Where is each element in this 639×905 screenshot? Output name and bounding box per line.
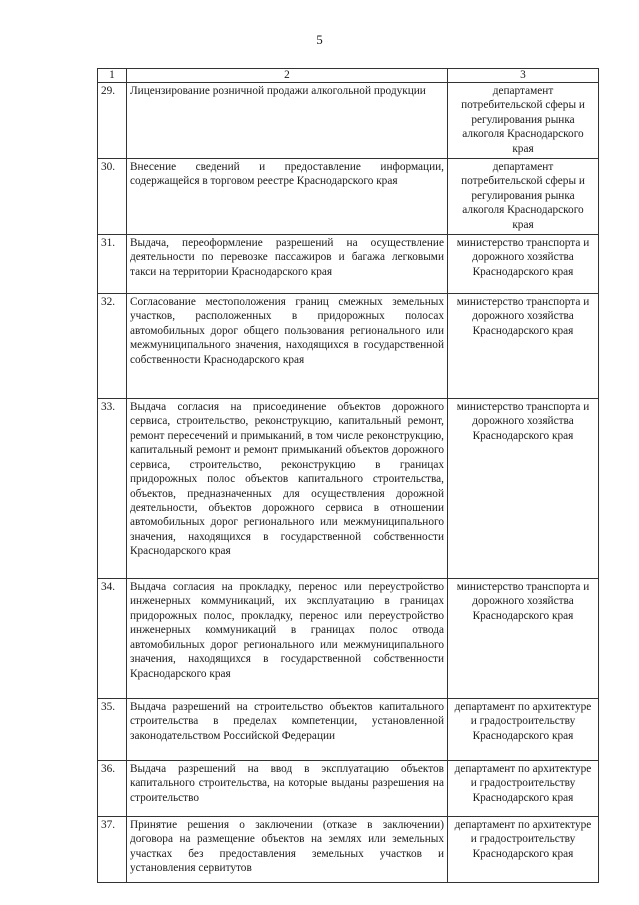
row-number: 33. [98,399,127,579]
table-row [98,699,599,761]
table-row [98,761,599,817]
table-row [98,159,599,235]
service-description: Выдача согласия на прокладку, перенос или переустройство инженерных коммуникаций, их эксплуатацию в границах придорожных полос, прокладку, перенос или переустройство инженерных коммуникаций в границах полос отвода автомобильных дорог регионального или межмуниципального значения, находящихся в государственной собственности Краснодарского края [127,579,448,699]
responsible-agency: министерство транспорта и дорожного хозяйства Краснодарского края [448,294,599,399]
table-row [98,579,599,699]
column-header-agency: 3 [448,69,599,83]
row-number: 31. [98,235,127,294]
responsible-agency: министерство транспорта и дорожного хозяйства Краснодарского края [448,399,599,579]
service-description: Выдача согласия на присоединение объектов дорожного сервиса, строительство, реконструкцию, капитальный ремонт, ремонт пересечений и примыканий, в том числе реконструкцию, капитальный ремонт и ремонт примыканий объектов дорожного сервиса, строительство, реконструкцию в границах придорожных полос объектов капитального строительства, объектов, предназначенных для осуществления дорожной деятельности, объектов дорожного сервиса в отношении автомобильных дорог регионального или межмуниципального значения, находящихся в государственной собственности Краснодарского края [127,399,448,579]
service-description: Внесение сведений и предоставление информации, содержащейся в торговом реестре Краснодарского края [127,159,448,235]
row-number: 30. [98,159,127,235]
responsible-agency: министерство транспорта и дорожного хозяйства Краснодарского края [448,579,599,699]
responsible-agency: департамент потребительской сферы и регулирования рынка алкоголя Краснодарского края [448,83,599,159]
row-number: 35. [98,699,127,761]
table-row [98,817,599,883]
responsible-agency: департамент по архитектуре и градостроительству Краснодарского края [448,817,599,883]
table-row [98,399,599,579]
responsible-agency: департамент по архитектуре и градостроительству Краснодарского края [448,761,599,817]
service-description: Лицензирование розничной продажи алкогольной продукции [127,83,448,159]
responsible-agency: департамент потребительской сферы и регулирования рынка алкоголя Краснодарского края [448,159,599,235]
table-row [98,235,599,294]
service-description: Согласование местоположения границ смежных земельных участков, расположенных в придорожных полосах автомобильных дорог общего пользования регионального или межмуниципального значения, находящихся в государственной собственности Краснодарского края [127,294,448,399]
service-description: Выдача, переоформление разрешений на осуществление деятельности по перевозке пассажиров и багажа легковыми такси на территории Краснодарского края [127,235,448,294]
row-number: 34. [98,579,127,699]
table-header-row [98,69,599,83]
responsible-agency: департамент по архитектуре и градостроительству Краснодарского края [448,699,599,761]
row-number: 32. [98,294,127,399]
row-number: 37. [98,817,127,883]
page-number: 5 [316,32,323,47]
row-number: 36. [98,761,127,817]
service-description: Принятие решения о заключении (отказе в заключении) договора на размещение объектов на землях или земельных участках без предоставления земельных участков и установления сервитутов [127,817,448,883]
row-number: 29. [98,83,127,159]
column-header-service: 2 [127,69,448,83]
service-description: Выдача разрешений на ввод в эксплуатацию объектов капитального строительства, на которые выданы разрешения на строительство [127,761,448,817]
column-header-number: 1 [98,69,127,83]
table-row [98,294,599,399]
table-row [98,83,599,159]
services-table [97,68,599,883]
service-description: Выдача разрешений на строительство объектов капитального строительства в пределах компетенции, установленной законодательством Российской Федерации [127,699,448,761]
responsible-agency: министерство транспорта и дорожного хозяйства Краснодарского края [448,235,599,294]
